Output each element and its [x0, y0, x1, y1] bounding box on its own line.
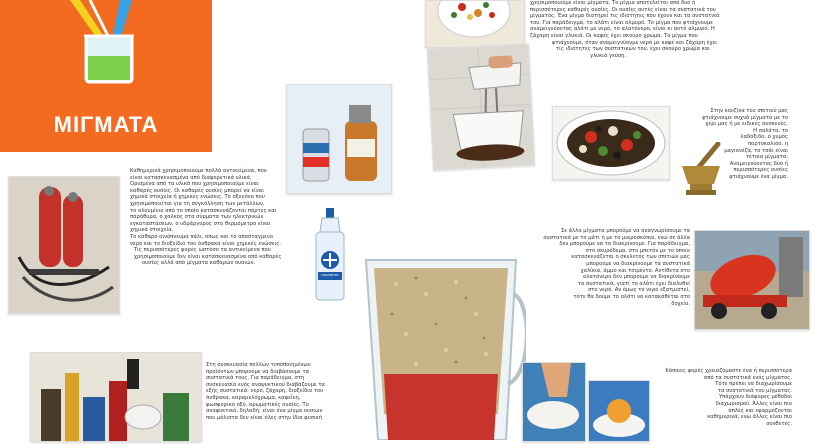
text-line: Τις περισσότερες φορές ωστόσο τα αντικείμενα που: [134, 247, 271, 254]
text-line: μαγιονέζα, το τσάι είναι: [724, 147, 788, 154]
text-line: άνθρακα, καραμελόχρωμα, καφεΐνη,: [206, 394, 301, 401]
text-line: διαχωρισμού. Άλλες είναι πιο: [715, 400, 792, 407]
text-line: ζάχαρη είναι γλυκιά. Οι καφές έχει σκούρο χρώμα. Το μίγμα που: [530, 32, 698, 39]
text-line: νερό και το διοξείδιο του άνθρακα είναι χημικές ενώσεις.: [130, 240, 281, 247]
juicer-photo: [588, 380, 650, 442]
salad-plate-photo: [552, 106, 670, 180]
paragraph-packaged-ingredients: [206, 362, 356, 421]
text-line: απλές και εφαρμόζονται: [728, 407, 792, 414]
text-line: του. Για παράδειγμα, το αλάτι είναι αλμυρό. Το μίγμα που φτιάχνουμε: [530, 19, 713, 26]
text-line: Σε άλλα μίγματα μπορούμε να αναγνωρίσουμε τα: [560, 228, 690, 234]
text-line: αλατόνερο δεν μπορούμε να διακρίνουμε: [583, 274, 690, 281]
text-line: ουσίες αλλά από μίγματα καθαρών ουσιών.: [142, 260, 256, 267]
text-line: τέτοια μίγματα.: [745, 154, 788, 161]
text-line: καθαρές ουσίες. Οι καθαρές ουσίες μπορεί να είναι: [130, 187, 264, 194]
text-line: χημικά στοιχεία.: [130, 227, 174, 234]
text-line: από τα συστατικά ενός μίγματος.: [703, 374, 792, 381]
text-line: Στην κουζίνα του σπιτιού μας: [710, 108, 788, 114]
alcohol-bottle-icon: [310, 206, 350, 304]
text-line: Στη συσκευασία πολλών τυποποιημένων: [206, 362, 311, 368]
text-line: στο νερό. Αν όμως το νερό εξατμιστεί,: [588, 287, 690, 294]
cans-photo: [286, 84, 392, 194]
text-line: φτιάχνουμε συχνά μίγματα με το: [702, 114, 788, 121]
title-panel: [0, 0, 212, 152]
paragraph-mixtures-definition: [530, 0, 800, 59]
text-line: περισσότερες ουσίες: [733, 167, 788, 174]
packaged-products-photo: [30, 352, 202, 442]
text-line: Η σαλάτα, το: [753, 127, 788, 134]
text-line: Τότε πρέπει να διαχωρίσουμε: [715, 381, 792, 388]
text-line: συστατικά με το μάτι ή με το μικροσκόπιο, ενώ σε άλλα: [543, 234, 690, 241]
text-line: παράθυρα, ο χαλκός στα σύρματα των ηλεκτρικών: [130, 214, 264, 221]
text-line: πορτοκαλιού, η: [748, 140, 788, 147]
concrete-mixer-photo: [694, 230, 810, 330]
mortar-pestle-icon: [676, 142, 726, 198]
text-line: καθημερινά, ενώ άλλες είναι πιο: [707, 414, 792, 421]
beaker-icon: [50, 0, 160, 92]
text-line: τα συστατικά του μίγματος.: [717, 387, 792, 394]
text-line: αναμειγνύοντας αλάτι με νερό, το αλατόνερο, είναι κι αυτό αλμυρό. Η: [530, 26, 715, 33]
text-line: χέρι μας ή με ειδικές συσκευές.: [705, 121, 788, 128]
text-line: Καθημερινά χρησιμοποιούμε πολλά αντικείμενα, που: [130, 168, 267, 174]
text-line: Ορισμένα από τα υλικά που χρησιμοποιούμε είναι: [130, 181, 259, 188]
text-line: σύνθετες.: [766, 420, 792, 427]
paragraph-pure-substances: [118, 168, 288, 267]
text-line: Αναμειγνύοντας δύο ή: [729, 160, 788, 167]
text-line: εξής συστατικά: νερό, ζάχαρη, διοξείδιο του: [206, 388, 324, 395]
salad-bowl-photo: [425, 0, 525, 48]
welding-equipment-photo: [8, 176, 120, 314]
text-line: περισσότερες καθαρές ουσίες. Οι ουσίες αυτές είναι τα συστατικά του: [530, 6, 716, 13]
paragraph-identify-components: [528, 228, 690, 307]
bottle-label: ΟΙΝΟΠΝΕΥΜΑ: [321, 274, 339, 277]
text-line: δοχείο.: [671, 300, 690, 307]
text-line: Κάποιες φορές χρειαζόμαστε ένα ή περισσότερα: [665, 368, 792, 374]
text-line: χρησιμοποιούμε είναι μίγματα. Το μίγμα αποτελείται από δυο ή: [530, 0, 696, 6]
text-line: χημικά στοιχεία ή χημικές ενώσεις. Το οξυγόνο που: [130, 194, 265, 201]
text-line: τότε θα δούμε το αλάτι να κατακάθεται στο: [573, 293, 690, 300]
text-line: στο σκυρόδεμα, στο μπετόν με το οποίο: [585, 247, 690, 254]
rice-bowl-photo: [522, 362, 586, 442]
text-line: Υπάρχουν διάφορες μέθοδοι: [718, 394, 792, 401]
text-line: συστατικά τους. Για παράδειγμα, στη: [206, 375, 305, 382]
text-line: φωσφορικό οξύ, αρωματικές ουσίες. Το: [206, 401, 309, 408]
text-line: αναψυκτικό, δηλαδή, είναι ένα μίγμα ουσιών: [206, 408, 323, 415]
text-line: γλυκιά γεύση.: [590, 52, 627, 59]
text-line: κατασκευάζεται ο σκελετός των σπιτιών μας: [571, 254, 690, 261]
text-line: φτιάχνουμε, όταν αναμειγνύουμε νερό με καφέ και ζάχαρη έχει: [552, 39, 717, 46]
text-line: το αλουμίνιο από το οποίο κατασκευάζονται πόρτες και: [130, 207, 277, 214]
text-line: χαλίκια, άμμο και τσιμέντο. Αντίθετα στο: [580, 267, 690, 274]
blender-photo: [356, 254, 526, 440]
text-line: συσκευασία ενός αναψυκτικού διαβάζουμε τα: [206, 381, 325, 388]
text-line: που μόλιστα δεν είναι όλες στην ίδια φυσική: [206, 414, 323, 421]
text-line: δεν μπορούμε να τα διακρίνουμε. Για παράδειγμα,: [559, 241, 690, 248]
text-line: φτιάχνουμε ένα μίγμα.: [729, 173, 788, 180]
text-line: μίγματος. Ένα μίγμα διατηρεί τις ιδιότητες που έχουν και τα συστατικά: [530, 13, 720, 20]
text-line: τις ιδιότητες των συστατικών του, έχει σκούρο χρώμα και: [556, 46, 710, 53]
text-line: είναι κατασκευασμένα από διαφορετικά υλικά.: [130, 174, 252, 181]
text-line: χρησιμοποιείται για τη συγκόλληση των μετάλλων,: [130, 200, 265, 207]
text-line: χρησιμοποιούμε δεν είναι κατασκευασμένα από καθαρές: [134, 253, 282, 260]
mixer-photo: [427, 43, 535, 170]
text-line: προϊόντων μπορούμε να διαβάσουμε τα: [206, 368, 310, 375]
text-line: τα συστατικά, γιατί το αλάτι έχει διαλυθεί: [577, 280, 690, 287]
text-line: Το καθαρό οινόπνευμα πάλι, όπως και το αποσταγμένο: [130, 233, 273, 240]
text-line: εγκαταστάσεων, ο υδράργυρος στο θερμόμετρο είναι: [130, 220, 271, 227]
text-line: λαδόξιδο, ο χυμός: [740, 134, 788, 141]
page-title: ΜΙΓΜΑΤΑ: [53, 112, 159, 137]
text-line: μπορούμε να διακρίνουμε τα συστατικά: [586, 260, 690, 267]
